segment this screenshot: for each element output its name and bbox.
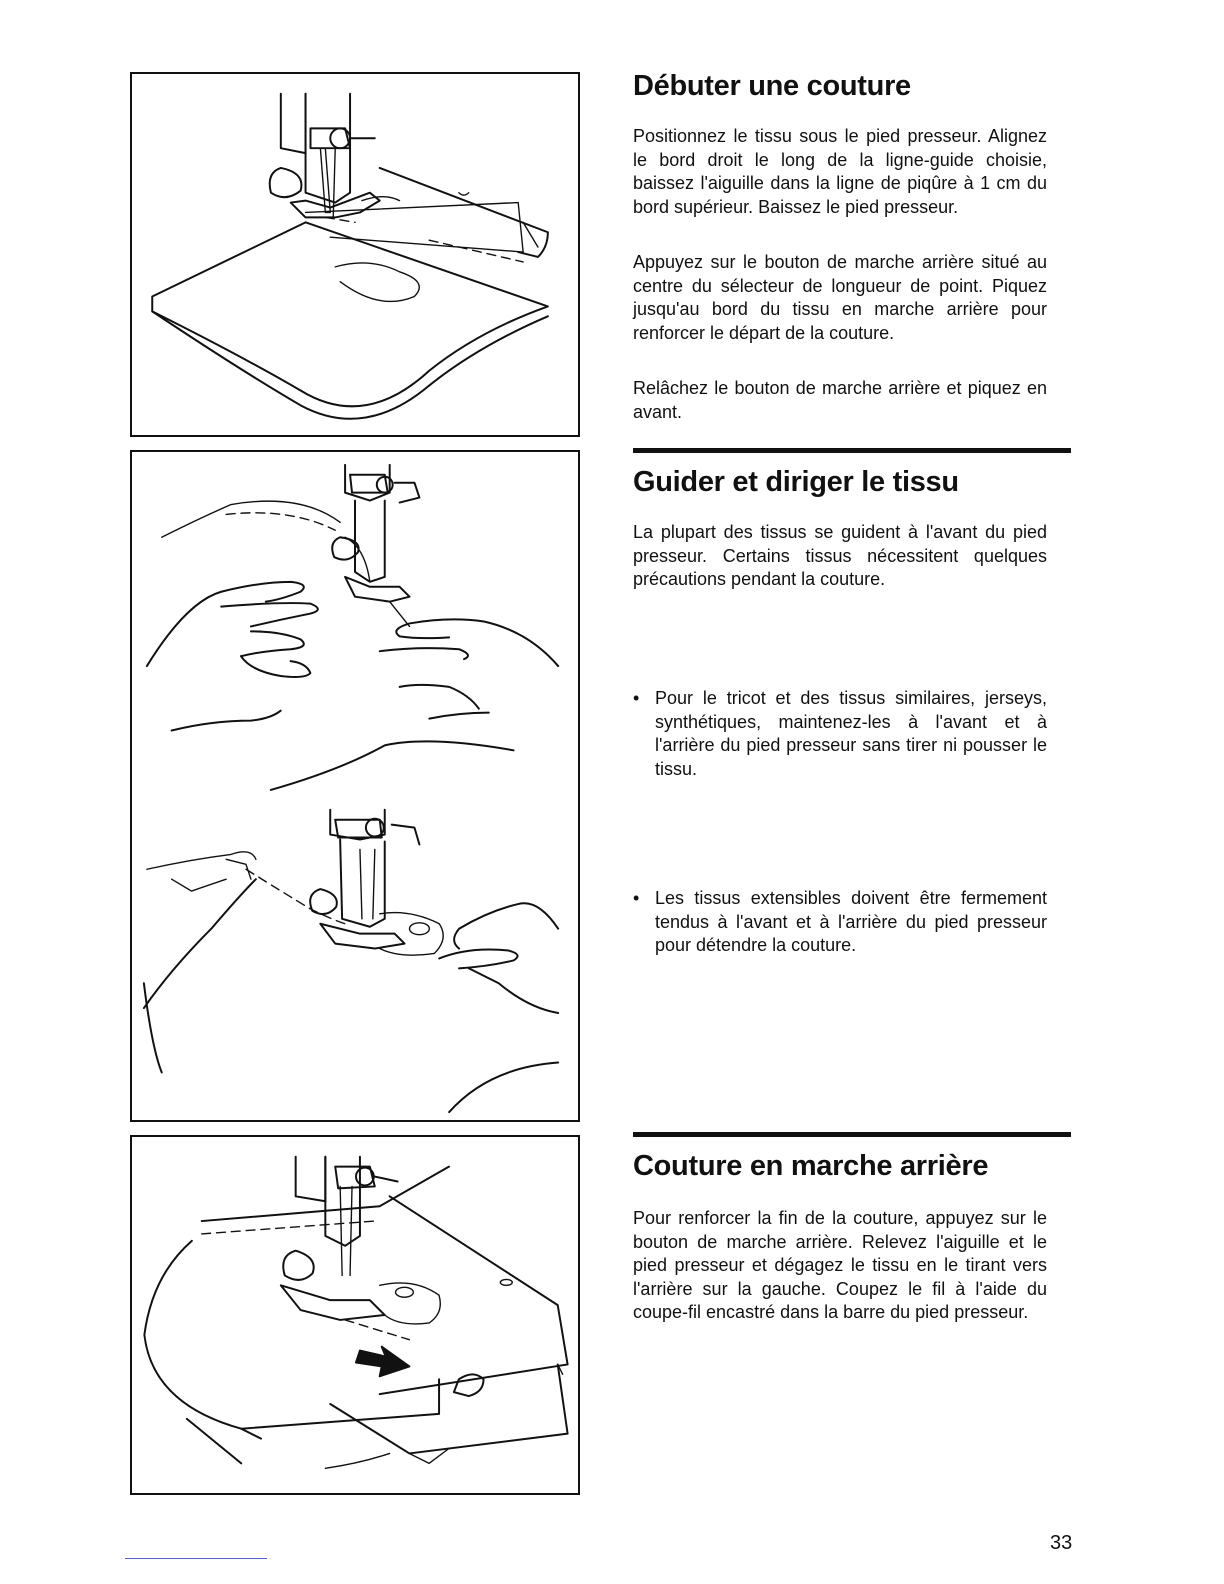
list-item-text: Les tissus extensibles doivent être fermement tendus à l'avant et à l'arrière du pied presseur pour détendre la couture. <box>655 888 1047 955</box>
footer-divider <box>125 1558 267 1559</box>
bullet-icon: • <box>633 688 640 708</box>
paragraph: Positionnez le tissu sous le pied presseur. Alignez le bord droit le long de la ligne-guide choisie, baissez l'aiguille dans la ligne de piqûre à 1 cm du bord supérieur. Baissez le pied presseur. <box>633 126 1047 217</box>
figure-backstitch <box>130 1135 580 1495</box>
paragraph: Relâchez le bouton de marche arrière et piquez en avant. <box>633 378 1047 422</box>
paragraph: Pour renforcer la fin de la couture, appuyez sur le bouton de marche arrière. Relevez l'aiguille et le pied presseur et dégagez le tissu en le tirant vers l'arrière sur la gauche. Coupez le fil à l'aide du coupe-fil encastré dans la barre du pied presseur. <box>633 1208 1047 1322</box>
list-item-text: Pour le tricot et des tissus similaires, jerseys, synthétiques, maintenez-les à l'avant et à l'arrière du pied presseur sans tirer ni pousser le tissu. <box>655 688 1047 779</box>
guide-fabric-illustration <box>132 452 578 1120</box>
section-divider <box>633 1132 1071 1137</box>
list-item <box>633 687 1047 781</box>
backstitch-illustration <box>132 1137 578 1493</box>
heading-start-seam: Débuter une couture <box>633 70 911 102</box>
start-seam-illustration <box>132 74 578 435</box>
list-item <box>633 887 1047 958</box>
heading-guide-fabric: Guider et diriger le tissu <box>633 466 959 498</box>
bullet-icon: • <box>633 888 640 908</box>
figure-guide-fabric <box>130 450 580 1122</box>
page-number: 33 <box>1050 1532 1073 1554</box>
section-divider <box>633 448 1071 453</box>
heading-backstitch: Couture en marche arrière <box>633 1150 989 1182</box>
paragraph: La plupart des tissus se guident à l'avant du pied presseur. Certains tissus nécessitent quelques précautions pendant la couture. <box>633 522 1047 589</box>
paragraph: Appuyez sur le bouton de marche arrière situé au centre du sélecteur de longueur de point. Piquez jusqu'au bord du tissu en marche arrière pour renforcer le départ de la couture. <box>633 252 1047 343</box>
figure-start-seam <box>130 72 580 437</box>
